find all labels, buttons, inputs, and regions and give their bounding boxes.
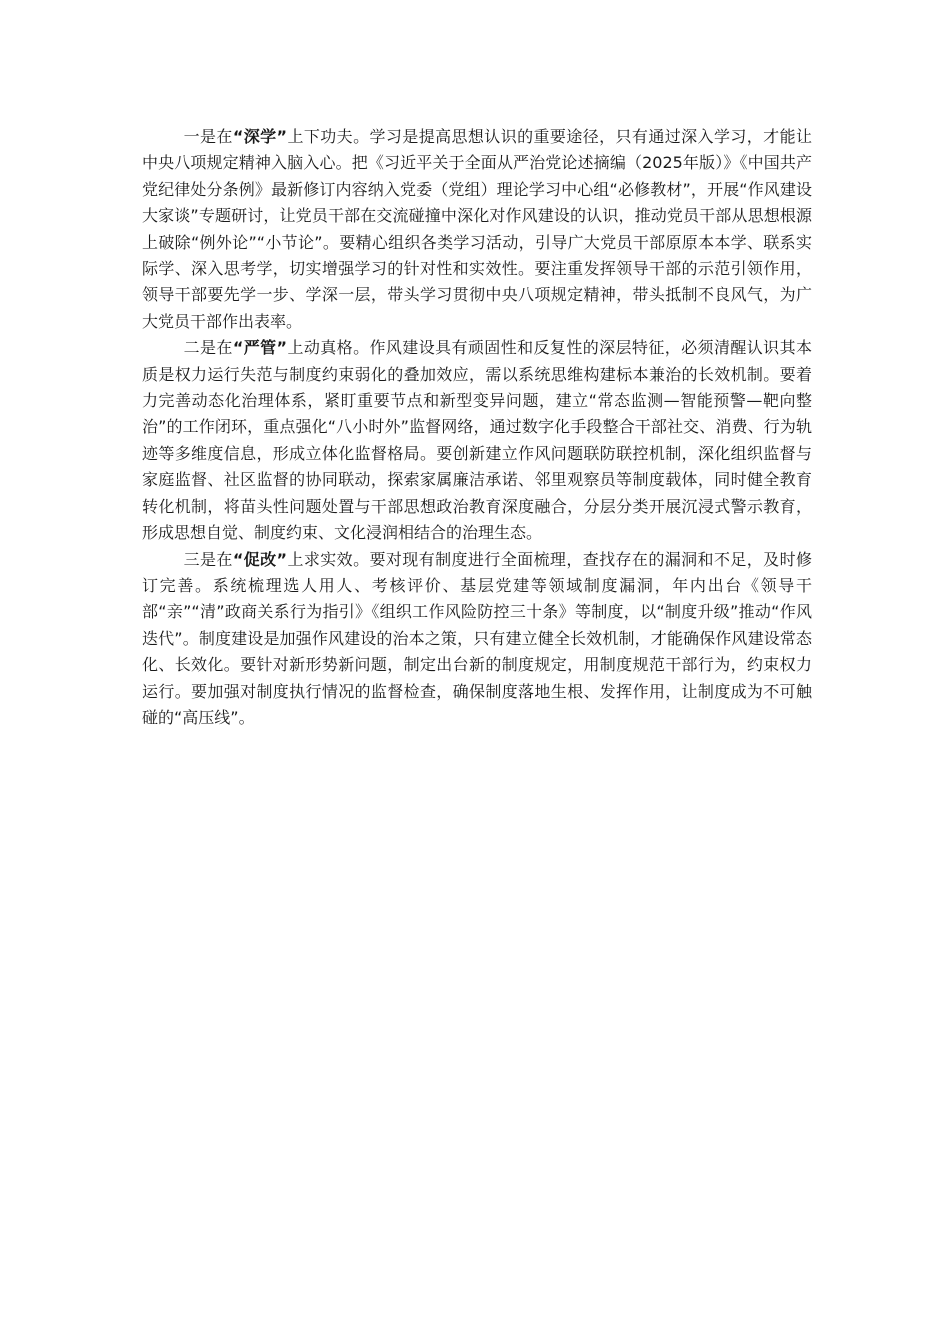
paragraph-lead: 二是在 (183, 338, 233, 358)
paragraph-strict-management (142, 335, 812, 546)
paragraph-lead: 三是在 (183, 549, 233, 569)
paragraph-text: 上动真格。作风建设具有顽固性和反复性的深层特征，必须清醒认识其本质是权力运行失范与制度约束弱化的叠加效应，需以系统思维构建标本兼治的长效机制。要着力完善动态化治理体系，紧盯重要节点和新型变异问题，建立“常态监测—智能预警—靶向整治”的工作闭环，重点强化“八小时外”监督网络，通过数字化手段整合干部社交、消费、行为轨迹等多维度信息，形成立体化监督格局。要创新建立作风问题联防联控机制，深化组织监督与家庭监督、社区监督的协同联动，探索家属廉洁承诺、邻里观察员等制度载体，同时健全教育转化机制，将苗头性问题处置与干部思想政治教育深度融合，分层分类开展沉浸式警示教育，形成思想自觉、制度约束、文化浸润相结合的治理生态。 (142, 338, 812, 543)
paragraph-text: 上下功夫。学习是提高思想认识的重要途径，只有通过深入学习，才能让中央八项规定精神入脑入心。把《习近平关于全面从严治党论述摘编（2025年版）》《中国共产党纪律处分条例》最新修订内容纳入党委（党组）理论学习中心组“必修教材”，开展“作风建设大家谈”专题研讨，让党员干部在交流碰撞中深化对作风建设的认识，推动党员干部从思想根源上破除“例外论”“小节论”。要精心组织各类学习活动，引导广大党员干部原原本本学、联系实际学、深入思考学，切实增强学习的针对性和实效性。要注重发挥领导干部的示范引领作用，领导干部要先学一步、学深一层，带头学习贯彻中央八项规定精神，带头抵制不良风气，为广大党员干部作出表率。 (142, 127, 812, 331)
document-body (142, 124, 812, 731)
paragraph-text: 上求实效。要对现有制度进行全面梳理，查找存在的漏洞和不足，及时修订完善。系统梳理选人用人、考核评价、基层党建等领域制度漏洞，年内出台《领导干部“亲”“清”政商关系行为指引》《组织工作风险防控三十条》等制度，以“制度升级”推动“作风迭代”。制度建设是加强作风建设的治本之策，只有建立健全长效机制，才能确保作风建设常态化、长效化。要针对新形势新问题，制定出台新的制度规定，用制度规范干部行为，约束权力运行。要加强对制度执行情况的监督检查，确保制度落地生根、发挥作用，让制度成为不可触碰的“高压线”。 (142, 549, 812, 727)
paragraph-deep-study (142, 124, 812, 335)
paragraph-promote-reform (142, 547, 812, 732)
paragraph-keyword: “严管” (232, 338, 288, 358)
paragraph-lead: 一是在 (183, 127, 233, 146)
paragraph-keyword: “促改” (232, 549, 288, 569)
paragraph-keyword: “深学” (232, 127, 288, 146)
